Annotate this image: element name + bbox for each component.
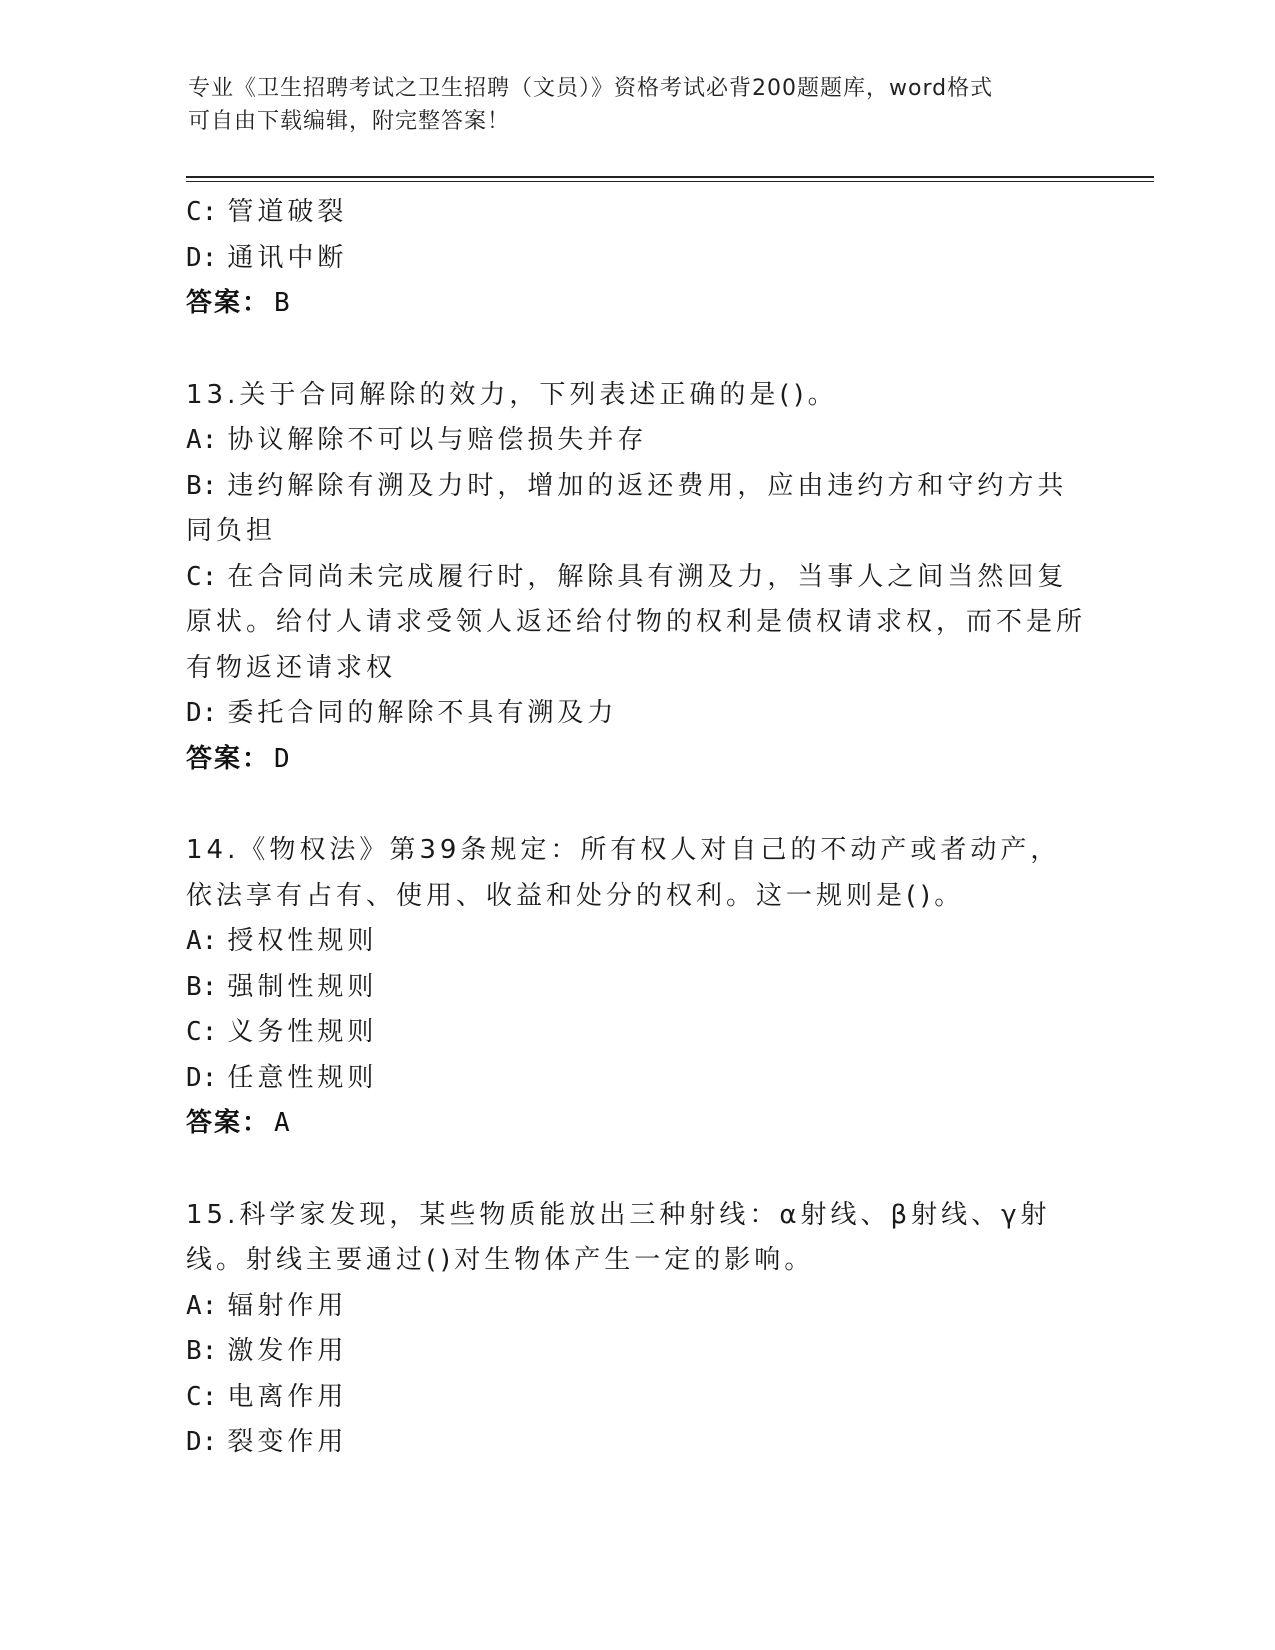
question-13 [186, 373, 1086, 783]
question-stem: 14.《物权法》第39条规定：所有权人对自己的不动产或者动产，依法享有占有、使用、收益和处分的权利。这一规则是()。 [186, 835, 1061, 911]
header-line-2: 可自由下载编辑，附完整答案！ [188, 109, 511, 134]
option-c: C: 电离作用 [186, 1381, 348, 1412]
option-d: D: 裂变作用 [186, 1427, 348, 1457]
answer-line: 答案： D [186, 743, 292, 774]
answer-line: 答案： A [186, 1108, 292, 1138]
option-d: D: 委托合同的解除不具有溯及力 [186, 698, 618, 728]
option-a: A: 协议解除不可以与赔偿损失并存 [186, 425, 648, 455]
option-c: C: 义务性规则 [186, 1017, 378, 1047]
option-b: B: 强制性规则 [186, 971, 378, 1002]
option-a: A: 辐射作用 [186, 1290, 348, 1321]
option-c: C: 在合同尚未完成履行时，解除具有溯及力，当事人之间当然回复原状。给付人请求受领人返还给付物的权利是债权请求权，而不是所有物返还请求权 [186, 561, 1087, 683]
option-d: D: 任意性规则 [186, 1062, 378, 1093]
header-rule [186, 176, 1154, 182]
option-c: C: 管道破裂 [186, 197, 348, 227]
header-line-1: 专业《卫生招聘考试之卫生招聘（文员）》资格考试必背200题题库，word格式 [188, 76, 994, 101]
page-header [188, 72, 1068, 138]
question-12-tail [186, 190, 1086, 327]
question-stem: 13.关于合同解除的效力，下列表述正确的是()。 [186, 379, 838, 410]
answer-line: 答案： B [186, 288, 292, 318]
question-stem: 15.科学家发现，某些物质能放出三种射线：α射线、β射线、γ射线。射线主要通过()对生物体产生一定的影响。 [186, 1199, 1051, 1275]
question-15 [186, 1193, 1086, 1466]
document-body [186, 190, 1086, 1466]
option-b: B: 激发作用 [186, 1336, 348, 1366]
option-b: B: 违约解除有溯及力时，增加的返还费用，应由违约方和守约方共同负担 [186, 470, 1068, 546]
question-14 [186, 828, 1086, 1147]
option-d: D: 通讯中断 [186, 242, 348, 273]
option-a: A: 授权性规则 [186, 926, 378, 956]
